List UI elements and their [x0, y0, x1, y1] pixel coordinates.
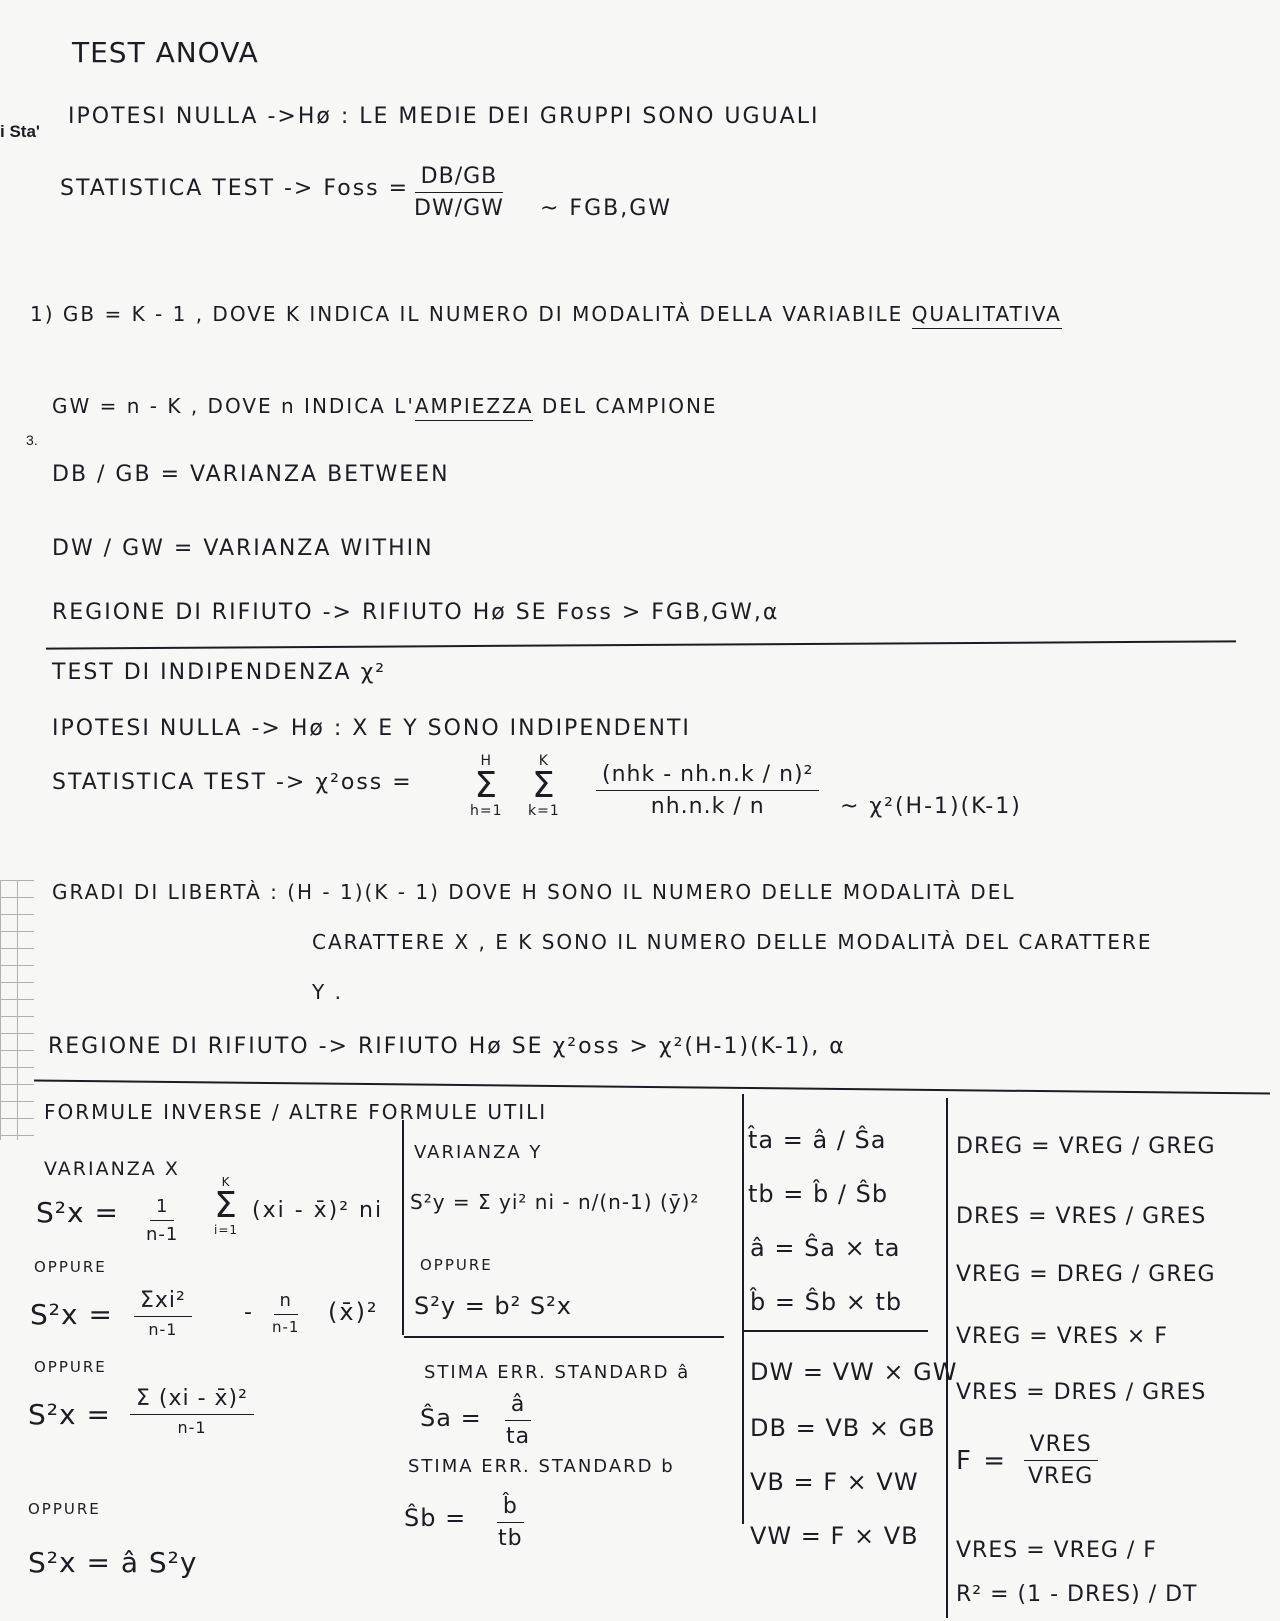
chi-numerator: (nhk - nh.n.k / n)² [596, 762, 819, 791]
anova-df-within-text: GW = n - K , DOVE n INDICA L' [52, 394, 415, 418]
formula-dres: DRES = VRES / GRES [956, 1204, 1207, 1229]
variance-x-formula-2-lhs: S²x = [30, 1298, 113, 1331]
anova-df-between [30, 302, 1062, 326]
anova-df-within-underlined: AMPIEZZA [415, 394, 534, 421]
variance-x-formula-1-sum-upper: K [221, 1175, 231, 1189]
anova-test-statistic-label: STATISTICA TEST -> Foss = [60, 176, 410, 201]
variance-x-formula-1-sum [214, 1176, 238, 1236]
formula-f-fraction [1022, 1432, 1099, 1489]
formula-f-lhs: F = [956, 1446, 1008, 1476]
chi-title: TEST DI INDIPENDENZA χ² [52, 660, 387, 685]
variance-x-formula-2-coef [266, 1290, 305, 1336]
grid-paper-corner [0, 880, 34, 1140]
standard-error-a-fraction [500, 1392, 536, 1449]
standard-error-b-den: tb [498, 1526, 523, 1551]
chi-sum-k-lower: k=1 [528, 803, 560, 819]
formula-vb: VB = F × VW [750, 1468, 919, 1496]
anova-between-variance: DB / GB = VARIANZA BETWEEN [52, 462, 450, 487]
chi-sum-k-upper: K [538, 753, 549, 769]
chi-test-statistic-label: STATISTICA TEST -> χ²oss = [52, 770, 413, 795]
table-top-border [34, 1080, 1270, 1095]
formula-a-hat: â = Ŝa × ta [750, 1234, 901, 1262]
variance-y-title: VARIANZA Y [414, 1142, 543, 1163]
variance-x-formula-2-coef-num: n [274, 1290, 298, 1315]
chi-denominator: nh.n.k / n [650, 794, 765, 819]
variance-x-formula-3-den: n-1 [177, 1418, 207, 1437]
oppure-label: OPPURE [34, 1258, 107, 1276]
anova-df-within [52, 394, 718, 418]
table-divider-4 [742, 1330, 928, 1332]
anova-df-within-suffix: DEL CAMPIONE [541, 394, 718, 418]
standard-error-a-num: â [505, 1392, 531, 1421]
chi-sum-h-lower: h=1 [470, 803, 503, 819]
standard-error-a-den: ta [506, 1424, 531, 1449]
variance-x-formula-2-coef-den: n-1 [272, 1318, 300, 1336]
chi-df-continued: CARATTERE X , E K SONO IL NUMERO DELLE MODALITÀ DEL CARATTERE [312, 930, 1153, 954]
variance-x-title: VARIANZA X [44, 1158, 180, 1180]
standard-error-b-lhs: Ŝb = [404, 1504, 467, 1532]
chi-fraction [596, 762, 819, 819]
anova-null-hypothesis: IPOTESI NULLA ->Hø : LE MEDIE DEI GRUPPI SONO UGUALI [68, 104, 820, 129]
table-divider-2 [404, 1336, 724, 1338]
formula-vres: VRES = DRES / GRES [956, 1380, 1207, 1405]
formula-vres-from-f: VRES = VREG / F [956, 1538, 1157, 1563]
chi-degrees-of-freedom: GRADI DI LIBERTÀ : (H - 1)(K - 1) DOVE H SONO IL NUMERO DELLE MODALITÀ DEL [52, 880, 1016, 904]
oppure-label: OPPURE [28, 1500, 101, 1518]
anova-rejection-region: REGIONE DI RIFIUTO -> RIFIUTO Hø SE Foss > FGB,GW,α [52, 600, 780, 625]
anova-f-fraction [408, 164, 510, 221]
standard-error-b-num: b̂ [497, 1494, 524, 1523]
variance-x-formula-2-num: Σxi² [134, 1288, 192, 1317]
anova-df-between-text: 1) GB = K - 1 , DOVE K INDICA IL NUMERO DI MODALITÀ DELLA VARIABILE [30, 302, 904, 326]
anova-f-numerator: DB/GB [415, 164, 504, 193]
variance-x-formula-1-lhs: S²x = [36, 1196, 119, 1229]
page-number: 3. [26, 432, 38, 448]
variance-x-formula-1-rest: (xi - x̄)² ni [252, 1198, 384, 1223]
anova-within-variance: DW / GW = VARIANZA WITHIN [52, 536, 434, 561]
chi-distribution: ~ χ²(H-1)(K-1) [840, 794, 1022, 819]
anova-title: TEST ANOVA [72, 36, 259, 69]
oppure-label: OPPURE [420, 1256, 493, 1274]
table-divider-1 [402, 1120, 404, 1335]
variance-x-formula-2-fraction [134, 1288, 192, 1339]
variance-x-formula-1-coef-den: n-1 [146, 1224, 179, 1245]
variance-x-formula-1-coef [140, 1196, 184, 1245]
section-divider [46, 640, 1236, 649]
variance-x-formula-3-fraction [130, 1386, 254, 1437]
printed-text-fragment: i Sta' [0, 122, 40, 141]
variance-x-formula-4: S²x = â S²y [28, 1546, 198, 1579]
formula-t-a: t̂a = â / Ŝa [748, 1126, 887, 1154]
chi-null-hypothesis: IPOTESI NULLA -> Hø : X E Y SONO INDIPENDENTI [52, 716, 691, 741]
formulas-header: FORMULE INVERSE / ALTRE FORMULE UTILI [44, 1100, 548, 1124]
formula-vreg-from-dreg: VREG = DREG / GREG [956, 1262, 1216, 1287]
variance-x-formula-2-rest: (x̄)² [328, 1298, 379, 1326]
anova-f-denominator: DW/GW [414, 196, 504, 221]
formula-r-squared: R² = (1 - DRES) / DT [956, 1582, 1198, 1607]
sum-symbol: Σ [532, 765, 556, 806]
formula-b-hat: b̂ = Ŝb × tb [750, 1288, 903, 1316]
formula-vw: VW = F × VB [750, 1522, 919, 1550]
variance-x-formula-3-lhs: S²x = [28, 1398, 111, 1431]
table-divider-3 [742, 1094, 744, 1524]
standard-error-a-title: STIMA ERR. STANDARD â [424, 1362, 691, 1383]
standard-error-b-title: STIMA ERR. STANDARD b [408, 1456, 675, 1477]
chi-df-end: Y . [312, 980, 343, 1004]
formula-f-num: VRES [1024, 1432, 1098, 1461]
variance-x-formula-1-sum-lower: i=1 [214, 1223, 239, 1237]
variance-x-formula-3-num: Σ (xi - x̄)² [130, 1386, 254, 1415]
formula-f-den: VREG [1028, 1464, 1094, 1489]
sum-symbol: Σ [214, 1185, 238, 1226]
sum-symbol: Σ [474, 765, 499, 806]
variance-x-formula-2-minus: - [244, 1300, 254, 1325]
chi-sum-h-upper: H [480, 753, 493, 769]
formula-vreg-from-vres: VREG = VRES × F [956, 1324, 1168, 1349]
formula-dreg: DREG = VREG / GREG [956, 1134, 1216, 1159]
standard-error-a-lhs: Ŝa = [420, 1404, 482, 1432]
variance-y-formula-2: S²y = b² S²x [414, 1292, 572, 1320]
variance-x-formula-1-coef-num: 1 [150, 1196, 174, 1221]
chi-sum-k [528, 754, 560, 818]
anova-f-distribution: ~ FGB,GW [540, 196, 673, 221]
chi-rejection-region: REGIONE DI RIFIUTO -> RIFIUTO Hø SE χ²oss > χ²(H-1)(K-1), α [48, 1034, 846, 1059]
formula-t-b: tb = b̂ / Ŝb [748, 1180, 889, 1208]
anova-df-between-underlined: QUALITATIVA [912, 302, 1062, 329]
formula-dw: DW = VW × GW [750, 1358, 958, 1386]
formula-db: DB = VB × GB [750, 1414, 936, 1442]
variance-y-formula-1: S²y = Σ yi² ni - n/(n-1) (ȳ)² [410, 1190, 700, 1214]
oppure-label: OPPURE [34, 1358, 107, 1376]
chi-sum-h [470, 754, 503, 818]
variance-x-formula-2-den: n-1 [148, 1320, 178, 1339]
standard-error-b-fraction [492, 1494, 529, 1551]
